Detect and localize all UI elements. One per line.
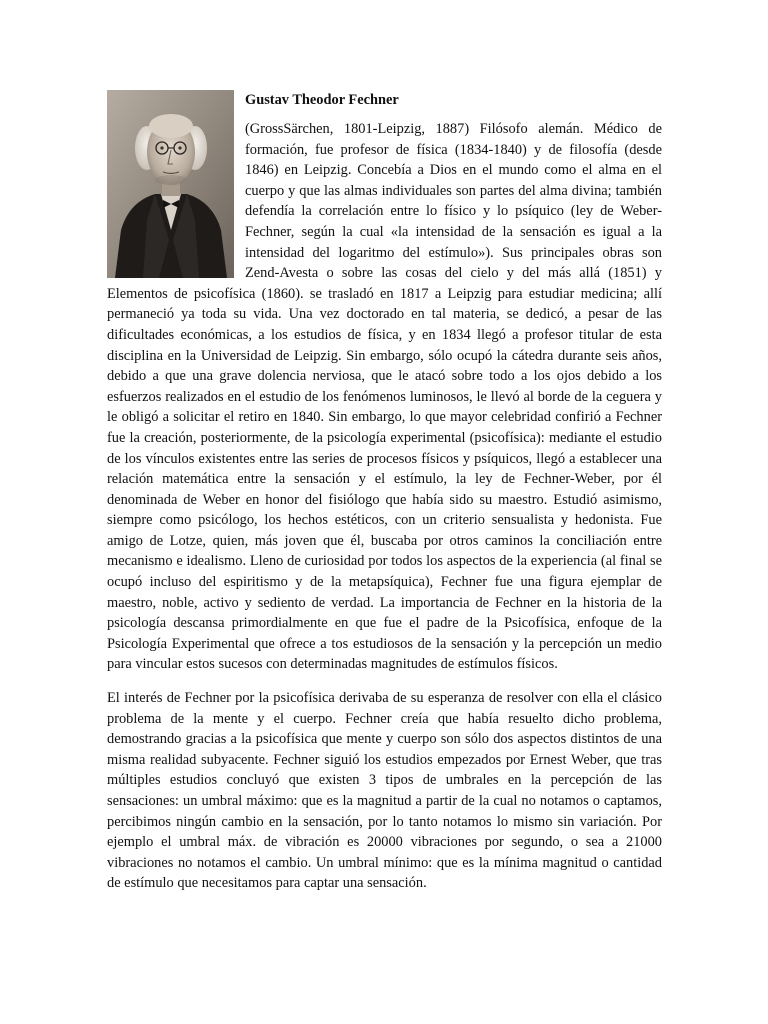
- portrait-photo: [107, 90, 234, 278]
- paragraph-1: (GrossSärchen, 1801-Leipzig, 1887) Filósofo alemán. Médico de formación, fue profesor de física (1834-1840) y de filosofía (desde 1846) en Leipzig. Concebía a Dios en el mundo como el alma en el cuerpo y que las almas individuales son partes del alma divina; también defendía la correlación entre lo físico y lo psíquico (ley de Weber-Fechner, según la cual «la intensidad de la sensación es igual a la intensidad del logaritmo del estímulo»). Sus principales obras son Zend-Avesta o sobre las cosas del cielo y del más allá (1851) y Elementos de psicofísica (1860). se trasladó en 1817 a Leipzig para estudiar medicina; allí permaneció ya toda su vida. Una vez doctorado en tal materia, se dedicó, a pesar de las dificultades económicas, a los estudios de física, y en 1834 llegó a profesor titular de esta disciplina en la Universidad de Leipzig. Sin embargo, sólo ocupó la cátedra durante seis años, debido a que una grave dolencia nerviosa, que le atacó sobre todo a los ojos debido a los esfuerzos realizados en el estudio de los fenómenos luminosos, le llevó al borde de la ceguera y le obligó a solicitar el retiro en 1840. Sin embargo, lo que mayor celebridad confirió a Fechner fue la creación, posteriormente, de la psicología experimental (psicofísica): mediante el estudio de los vínculos existentes entre las series de procesos físicos y psíquicos, llegó a establecer una relación matemática entre la sensación y el estímulo, la ley de Fechner-Weber, por él denominada de Weber en honor del fisiólogo que había sido su maestro. Estudió asimismo, siempre como psicólogo, los hechos estéticos, con un criterio sensualista y hedonista. Fue amigo de Lotze, quien, más joven que él, buscaba por otros caminos la conciliación entre mecanismo e idealismo. Lleno de curiosidad por todos los aspectos de la experiencia (al final se ocupó incluso del espiritismo y de la metapsíquica), Fechner fue una figura ejemplar de maestro, noble, activo y sediento de verdad. La importancia de Fechner en la historia de la psicología descansa primordialmente en que fue el padre de la Psicofísica, enfoque de la Psicología Experimental que ofrece a tos estudiosos de la sensación y la percepción un medio para vincular estos sucesos con determinadas magnitudes de estímulos físicos.: [107, 121, 662, 673]
- paragraph-2: El interés de Fechner por la psicofísica derivaba de su esperanza de resolver con ella el clásico problema de la mente y el cuerpo. Fechner creía que había resuelto dicho problema, demostrando gracias a la psicofísica que mente y cuerpo son sólo dos aspectos distintos de una misma realidad subyacente. Fechner siguió los estudios empezados por Ernest Weber, que tras múltiples estudios concluyó que existen 3 tipos de umbrales en la percepción de las sensaciones: un umbral máximo: que es la magnitud a partir de la cual no notamos o captamos, percibimos ningún cambio en la sensación, por lo tanto notamos lo mismo sin variación. Por ejemplo el umbral máx. de vibración es 20000 vibraciones por segundo, o sea a 21000 vibraciones no notamos el cambio. Un umbral mínimo: que es la mínima magnitud o cantidad de estímulo que necesitamos para captar una sensación.: [107, 690, 662, 892]
- document-page: [107, 84, 662, 894]
- document-title: Gustav Theodor Fechner: [245, 92, 399, 108]
